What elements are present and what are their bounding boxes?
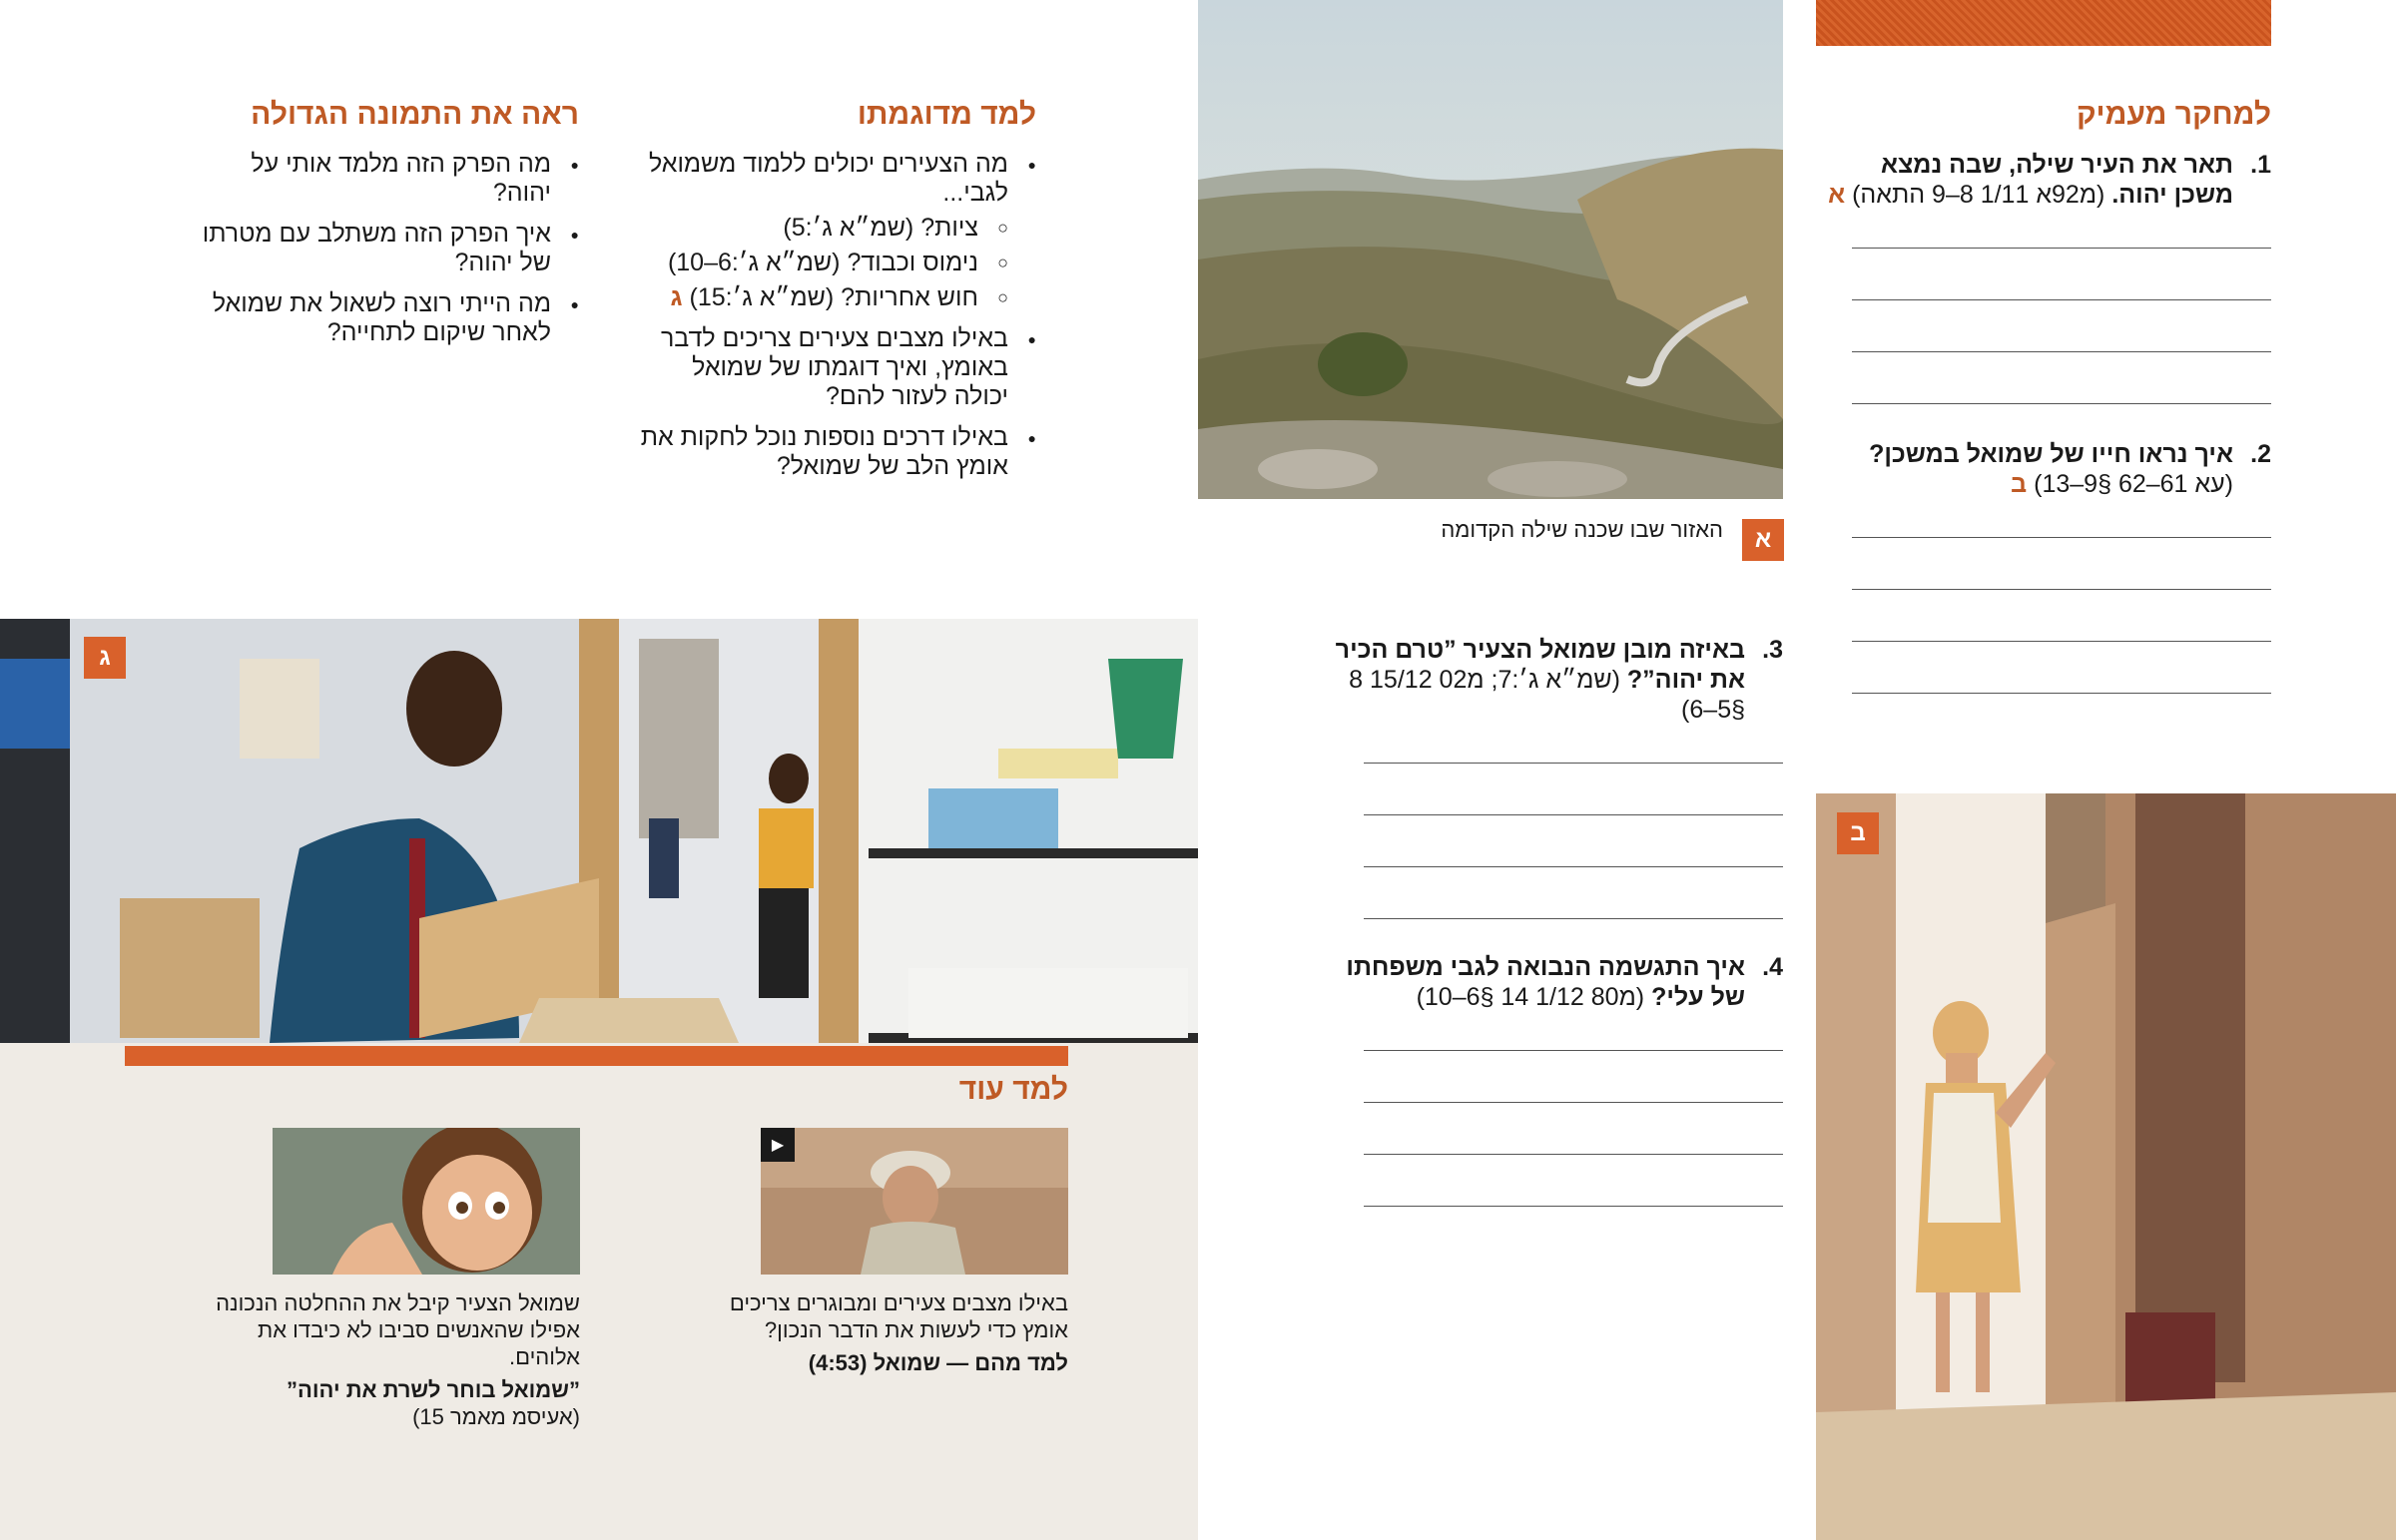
article-title-link[interactable]: ”שמואל בוחר לשרת את יהוה” [287,1377,580,1402]
video-description: באילו מצבים צעירים ומבוגרים צריכים אומץ כדי לעשות את הדבר הנכון? [729,1290,1068,1342]
question-reference: (עא 61–62 §9–13) [2034,470,2233,498]
answer-line[interactable] [1364,1154,1783,1155]
answer-line[interactable] [1364,918,1783,919]
research-question-4 [1328,952,1783,1012]
learn-by-example-section [639,98,1036,493]
photo-shiloh-hills [1198,0,1783,499]
question-reference: (מ80 1/12 14 §6–10) [1416,983,1645,1011]
question-text: איך התגשמה הנבואה לגבי משפחתו של עלי? [1346,953,1745,1011]
photo-ref-tag: ב [2011,470,2028,498]
sub-list-item-text: חוש אחריות? (שמ״א ג׳:15) [689,283,978,311]
question-reference: (שמ״א ג׳:7; מ02 15/12 8 §5–6) [1349,666,1745,724]
question-text: איך נראו חייו של שמואל במשכן? [1869,440,2233,468]
question-number: 2. [2250,440,2271,468]
answer-line[interactable] [1364,866,1783,867]
answer-lines [1852,537,2271,694]
answer-line[interactable] [1852,351,2271,352]
learn-more-accent-bar [125,1046,1068,1066]
photo-a-caption: האזור שבו שכנה שילה הקדומה [1441,517,1723,542]
question-number: 3. [1762,636,1783,664]
answer-lines [1852,248,2271,404]
answer-line[interactable] [1364,1050,1783,1051]
illustration-young-samuel [1816,793,2396,1540]
article-source: (אעיסמ מאמר 15) [412,1404,580,1429]
list-item: ● באילו דרכים נוספות נוכל לחקות את אומץ הלב של שמואל? [639,423,1036,481]
article-thumbnail[interactable] [273,1128,580,1275]
list-item: ● באילו מצבים צעירים צריכים לדבר באומץ, ואיך דוגמתו של שמואל יכולה לעזור להם? [639,324,1036,411]
video-title-link[interactable]: למד מהם — שמואל (4:53) [808,1350,1068,1375]
list-item: ● איך הפרק הזה משתלב עם מטרתו של יהוה? [190,220,579,277]
big-picture-heading: ראה את התמונה הגדולה [251,98,579,131]
answer-line[interactable] [1852,589,2271,590]
video-card-text [689,1289,1068,1376]
play-icon[interactable]: ▶ [761,1128,795,1162]
answer-line[interactable] [1852,641,2271,642]
answer-line[interactable] [1852,248,2271,249]
learn-more-heading: למד עוד [958,1073,1068,1106]
answer-line[interactable] [1852,299,2271,300]
list-item: ● מה הייתי רוצה לשאול את שמואל לאחר שיקום לתחייה? [190,289,579,347]
sub-list-item: ○ נימוס וכבוד? (שמ״א ג׳:6–10) [639,249,1008,277]
research-question-1 [1816,150,2271,210]
big-picture-list [190,150,579,347]
answer-lines [1364,1050,1783,1207]
video-thumbnail[interactable] [761,1128,1068,1275]
learn-by-example-list [639,150,1036,481]
question-reference: (מ92א 1/11 8–9 התאה) [1852,181,2105,209]
answer-line[interactable] [1852,403,2271,404]
photo-ref-tag: ג [670,283,683,311]
photo-tag-c: ג [84,637,126,679]
question-text: באיזה מובן שמואל הצעיר ”טרם הכיר את יהוה”? [1335,636,1745,694]
research-question-2 [1816,439,2271,499]
research-heading: למחקר מעמיק [2076,98,2271,131]
photo-storeroom-volunteer [0,619,1198,1043]
answer-lines [1364,763,1783,919]
orange-banner-texture [1816,0,2271,46]
sub-list-item: ○ ציות? (שמ״א ג׳:5) [639,214,1008,243]
photo-ref-tag: א [1828,181,1846,209]
answer-line[interactable] [1364,814,1783,815]
article-description: שמואל הצעיר קיבל את ההחלטה הנכונה אפילו שהאנשים סביבו לא כיבדו את אלוהים. [216,1290,580,1369]
list-item [639,150,1036,312]
sub-list-item [639,283,1008,312]
list-item-text: מה הצעירים יכולים ללמוד משמואל לגבי... [649,150,1008,207]
big-picture-section [190,98,579,359]
article-card-text [200,1289,580,1430]
answer-line[interactable] [1364,1206,1783,1207]
photo-tag-b: ב [1837,812,1879,854]
photo-tag-a: א [1742,519,1784,561]
question-number: 1. [2250,151,2271,179]
question-number: 4. [1762,953,1783,981]
research-continued [1328,635,1783,1258]
research-question-3 [1328,635,1783,725]
answer-line[interactable] [1364,763,1783,764]
research-section [1816,98,2271,745]
question-text: תאר את העיר שילה, שבה נמצא משכן יהוה. [1881,151,2233,209]
answer-line[interactable] [1852,693,2271,694]
sub-list [639,214,1008,312]
answer-line[interactable] [1364,1102,1783,1103]
answer-line[interactable] [1852,537,2271,538]
list-item: ● מה הפרק הזה מלמד אותי על יהוה? [190,150,579,208]
learn-by-example-heading: למד מדוגמתו [857,98,1036,131]
